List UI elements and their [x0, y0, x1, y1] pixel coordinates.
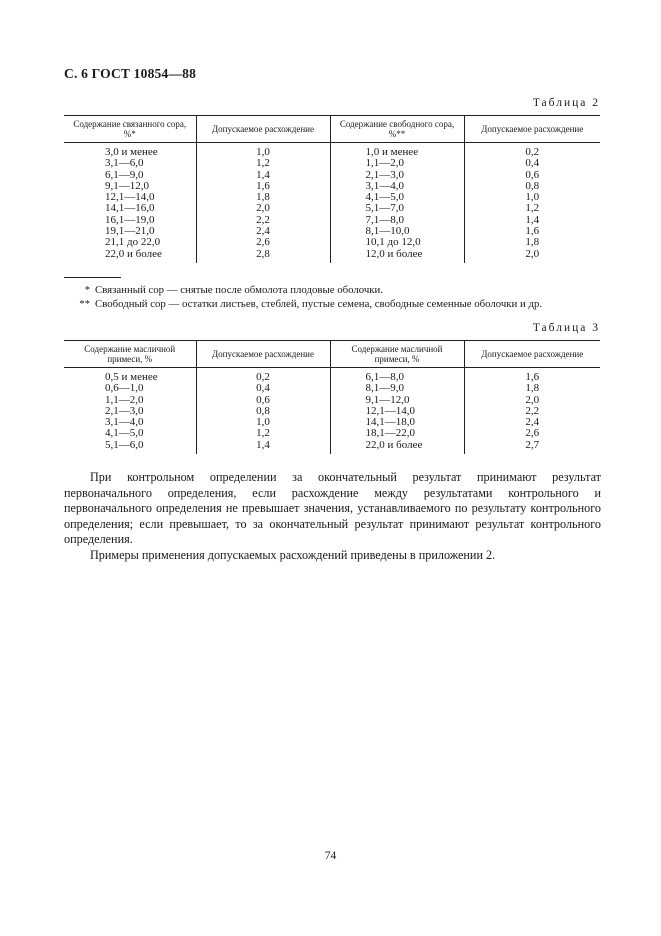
table-cell: 0,8: [464, 181, 600, 192]
table-row: [64, 158, 600, 169]
table-cell: 0,6—1,0: [105, 382, 144, 395]
table-cell: 14,1—16,0: [105, 202, 155, 215]
table-cell: 4,1—5,0: [105, 427, 144, 440]
footnote-text: Свободный сор — остатки листьев, стеблей, пустые семена, свободные семенные оболочки и др.: [95, 298, 543, 310]
table-cell: 12,0 и более: [330, 249, 464, 263]
footnote-mark: **: [79, 298, 90, 310]
table-cell: 5,1—6,0: [105, 438, 144, 451]
column-header: Допускаемое расхождение: [196, 341, 330, 368]
table-cell: 8,1—9,0: [330, 383, 464, 394]
table-cell: 1,6: [464, 226, 600, 237]
table-cell: 7,1—8,0: [330, 215, 464, 226]
column-header: Содержание масличной примеси, %: [64, 341, 196, 368]
table-cell: 2,4: [464, 417, 600, 428]
footnote-mark: *: [84, 284, 90, 296]
table-3-label: Таблица 3: [532, 322, 600, 334]
page-number: 74: [324, 850, 337, 862]
footnote: [64, 284, 383, 297]
table-cell: 21,1 до 22,0: [105, 236, 161, 249]
paragraph: Примеры применения допускаемых расхождений приведены в приложении 2.: [90, 547, 496, 562]
table-cell: 0,5 и менее: [105, 371, 158, 383]
table-cell: 9,1—12,0: [330, 395, 464, 406]
table-cell: 16,1—19,0: [105, 213, 155, 226]
footnote-text: Связанный сор — снятые после обмолота плодовые оболочки.: [95, 284, 384, 296]
table-2: [64, 115, 600, 263]
table-cell: 3,0 и менее: [105, 146, 158, 158]
table-cell: 1,1—2,0: [105, 393, 144, 406]
table-cell: 8,1—10,0: [330, 226, 464, 237]
table-cell: 0,8: [196, 406, 330, 417]
column-header: Допускаемое расхождение: [196, 116, 330, 143]
table-row: [64, 406, 600, 417]
table-cell: 22,0 и более: [330, 440, 464, 454]
table-row: [64, 368, 600, 384]
table-cell: 1,8: [464, 237, 600, 248]
table-cell: 0,6: [196, 395, 330, 406]
column-header: Содержание масличной примеси, %: [330, 341, 464, 368]
table-cell: 1,0: [196, 143, 330, 159]
table-cell: 1,4: [464, 215, 600, 226]
column-header: Содержание свободного сора, %**: [330, 116, 464, 143]
table-row: [64, 428, 600, 439]
table-cell: 2,0: [464, 249, 600, 263]
table-cell: 0,4: [196, 383, 330, 394]
table-cell: 18,1—22,0: [330, 428, 464, 439]
table-cell: 1,0: [464, 192, 600, 203]
table-cell: 6,1—9,0: [105, 168, 144, 181]
table-row: [64, 440, 600, 454]
table-cell: 1,4: [196, 440, 330, 454]
table-row: [64, 383, 600, 394]
footnote: [64, 298, 542, 311]
table-cell: 3,1—6,0: [105, 157, 144, 170]
table-cell: 9,1—12,0: [105, 179, 149, 192]
column-header: Содержание связанного сора, %*: [64, 116, 196, 143]
column-header: Допускаемое расхождение: [464, 341, 600, 368]
table-cell: 1,8: [196, 192, 330, 203]
table-cell: 0,6: [464, 170, 600, 181]
table-row: [64, 417, 600, 428]
table-cell: 2,6: [464, 428, 600, 439]
table-cell: 1,1—2,0: [330, 158, 464, 169]
table-cell: 2,7: [464, 440, 600, 454]
paragraph: При контрольном определении за окончательный результат принимают результат первоначального определения, если расхождение между результатами контрольного и первоначального определения не превышает значения, устанавливаемого по результату контрольного определения; если превышает, то за окончательный результат принимают результат контрольного определения.: [64, 470, 601, 547]
table-cell: 2,1—3,0: [105, 404, 144, 417]
table-cell: 12,1—14,0: [330, 406, 464, 417]
table-cell: 2,8: [196, 249, 330, 263]
table-header-row: [64, 116, 600, 143]
table-cell: 1,0 и менее: [330, 143, 464, 159]
table-row: [64, 143, 600, 159]
table-cell: 2,2: [464, 406, 600, 417]
table-row: [64, 249, 600, 263]
table-cell: 1,0: [196, 417, 330, 428]
table-cell: 0,4: [464, 158, 600, 169]
table-cell: 19,1—21,0: [105, 225, 155, 238]
table-cell: 3,1—4,0: [105, 416, 144, 429]
table-cell: 2,0: [464, 395, 600, 406]
table-cell: 12,1—14,0: [105, 191, 155, 204]
table-cell: 5,1—7,0: [330, 203, 464, 214]
table-row: [64, 395, 600, 406]
table-3: [64, 340, 600, 454]
table-cell: 14,1—18,0: [330, 417, 464, 428]
table-cell: 2,1—3,0: [330, 170, 464, 181]
table-row: [64, 237, 600, 248]
table-cell: 1,2: [196, 428, 330, 439]
table-cell: 3,1—4,0: [330, 181, 464, 192]
table-header-row: [64, 341, 600, 368]
page-header: С. 6 ГОСТ 10854—88: [64, 66, 197, 81]
table-cell: 1,4: [196, 170, 330, 181]
table-cell: 0,2: [196, 368, 330, 384]
table-cell: 22,0 и более: [105, 247, 162, 260]
table-cell: 1,6: [196, 181, 330, 192]
table-cell: 2,2: [196, 215, 330, 226]
table-cell: 2,0: [196, 203, 330, 214]
footnote-rule: [64, 277, 121, 278]
table-cell: 10,1 до 12,0: [330, 237, 464, 248]
table-cell: 1,2: [196, 158, 330, 169]
table-cell: 1,2: [464, 203, 600, 214]
table-cell: 2,4: [196, 226, 330, 237]
table-cell: 6,1—8,0: [330, 368, 464, 384]
column-header: Допускаемое расхождение: [464, 116, 600, 143]
table-cell: 0,2: [464, 143, 600, 159]
table-cell: 1,6: [464, 368, 600, 384]
table-2-label: Таблица 2: [532, 97, 600, 109]
body-text: [64, 470, 601, 564]
table-cell: 1,8: [464, 383, 600, 394]
table-cell: 4,1—5,0: [330, 192, 464, 203]
table-cell: 2,6: [196, 237, 330, 248]
